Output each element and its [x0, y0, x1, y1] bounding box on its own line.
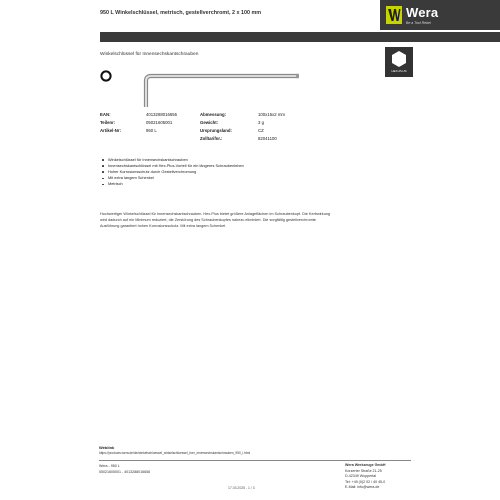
- product-description: [100, 211, 430, 229]
- spec-label: Teilenr:: [100, 120, 116, 125]
- company-name: Wera Werkzeuge GmbH: [345, 463, 386, 467]
- feature-list: [101, 157, 244, 187]
- spec-value: 3 g: [258, 120, 264, 125]
- spec-label: Zolltarifnr.:: [200, 136, 223, 141]
- spec-row: [100, 136, 300, 144]
- spec-label: Ursprungsland:: [200, 128, 232, 133]
- hex-plus-icon: [385, 48, 413, 70]
- spec-row: [100, 128, 300, 136]
- description-line: wird dadurch auf ein Minimum reduziert, die Zerstörung des Schraubenkopfes nahezu eliminiert. Die sorgfältig gestellverchromte: [100, 218, 316, 222]
- weblink-url[interactable]: https://products.wera.de/de/winkelschluessel_winkelschluessel_fuer_innensechskantschrauben_950_l.html: [99, 451, 251, 455]
- footer-right-line: Tel: +49 (0)2 02 / 40 45-0: [345, 479, 386, 484]
- product-title: 950 L Winkelschlüssel, metrisch, gestellverchromt, 2 x 100 mm: [100, 10, 262, 16]
- footer-company-info: [345, 463, 385, 491]
- hex-plus-badge: [385, 47, 413, 77]
- description-line: Ausführung garantiert hohen Korrosionsschutz. Mit extra langem Schenkel.: [100, 224, 227, 228]
- footer-divider: [99, 460, 411, 461]
- spec-label: Gewicht:: [200, 120, 219, 125]
- spec-label: Artikel-Nr:: [100, 128, 122, 133]
- wera-logo: [380, 0, 500, 30]
- spec-value: 950 L: [146, 128, 157, 133]
- brand-tagline: Be a Tool Rebel: [406, 21, 431, 25]
- spec-value: 82041100: [258, 136, 277, 141]
- footer-date-page: 17.03.2025 - 1 / 3: [228, 486, 255, 490]
- feature-item: Innensechskantschlüssel mit Hex-Plus-Vorteil für ein längeres Schraubenleben: [101, 163, 244, 169]
- feature-item: Hoher Korrosionsschutz durch Gestellverchromung: [101, 169, 244, 175]
- footer-right-line: E-Mail: info@wera.de: [345, 485, 380, 489]
- product-subtitle: Winkelschlüssel für Innensechskantschrauben: [100, 52, 199, 57]
- spec-table: [100, 112, 300, 144]
- footer-left-line: 05021605001 - 4013288016656: [99, 469, 151, 474]
- feature-item: Winkelschlüssel für Innensechskantschrauben: [101, 157, 244, 163]
- footer-right-line: Korzerter Straße 21-25: [345, 468, 382, 473]
- feature-item: Metrisch: [101, 181, 244, 187]
- footer-right-line: D-42349 Wuppertal: [345, 474, 377, 478]
- weblink-label: Weblink: [99, 445, 115, 450]
- spec-row: [100, 112, 300, 120]
- wera-logo-icon: [386, 6, 402, 24]
- spec-value: 05021605001: [146, 120, 173, 125]
- footer-product-info: [99, 464, 150, 475]
- spec-label: Abmessung:: [200, 112, 227, 117]
- brand-name: Wera: [406, 5, 439, 20]
- hex-plus-label: HEX-PLUS: [391, 69, 407, 73]
- feature-item: Mit extra langem Schenkel: [101, 175, 244, 181]
- hex-key-product-image: [100, 62, 310, 110]
- spec-value: CZ: [258, 128, 264, 133]
- spec-value: 4013288016656: [146, 112, 178, 117]
- spec-value: 100x15x2 mm: [258, 112, 285, 117]
- spec-label: EAN:: [100, 112, 111, 117]
- footer-left-line: Wera - 950 L: [99, 464, 120, 468]
- description-line: Hochwertiger Winkelschlüssel für Innensechskantschrauben. Hex-Plus bietet größere Anlageflächen im Schraubenkopf. Die Kerbwirkung: [100, 212, 331, 216]
- header-bar: [100, 32, 500, 42]
- spec-row: [100, 120, 300, 128]
